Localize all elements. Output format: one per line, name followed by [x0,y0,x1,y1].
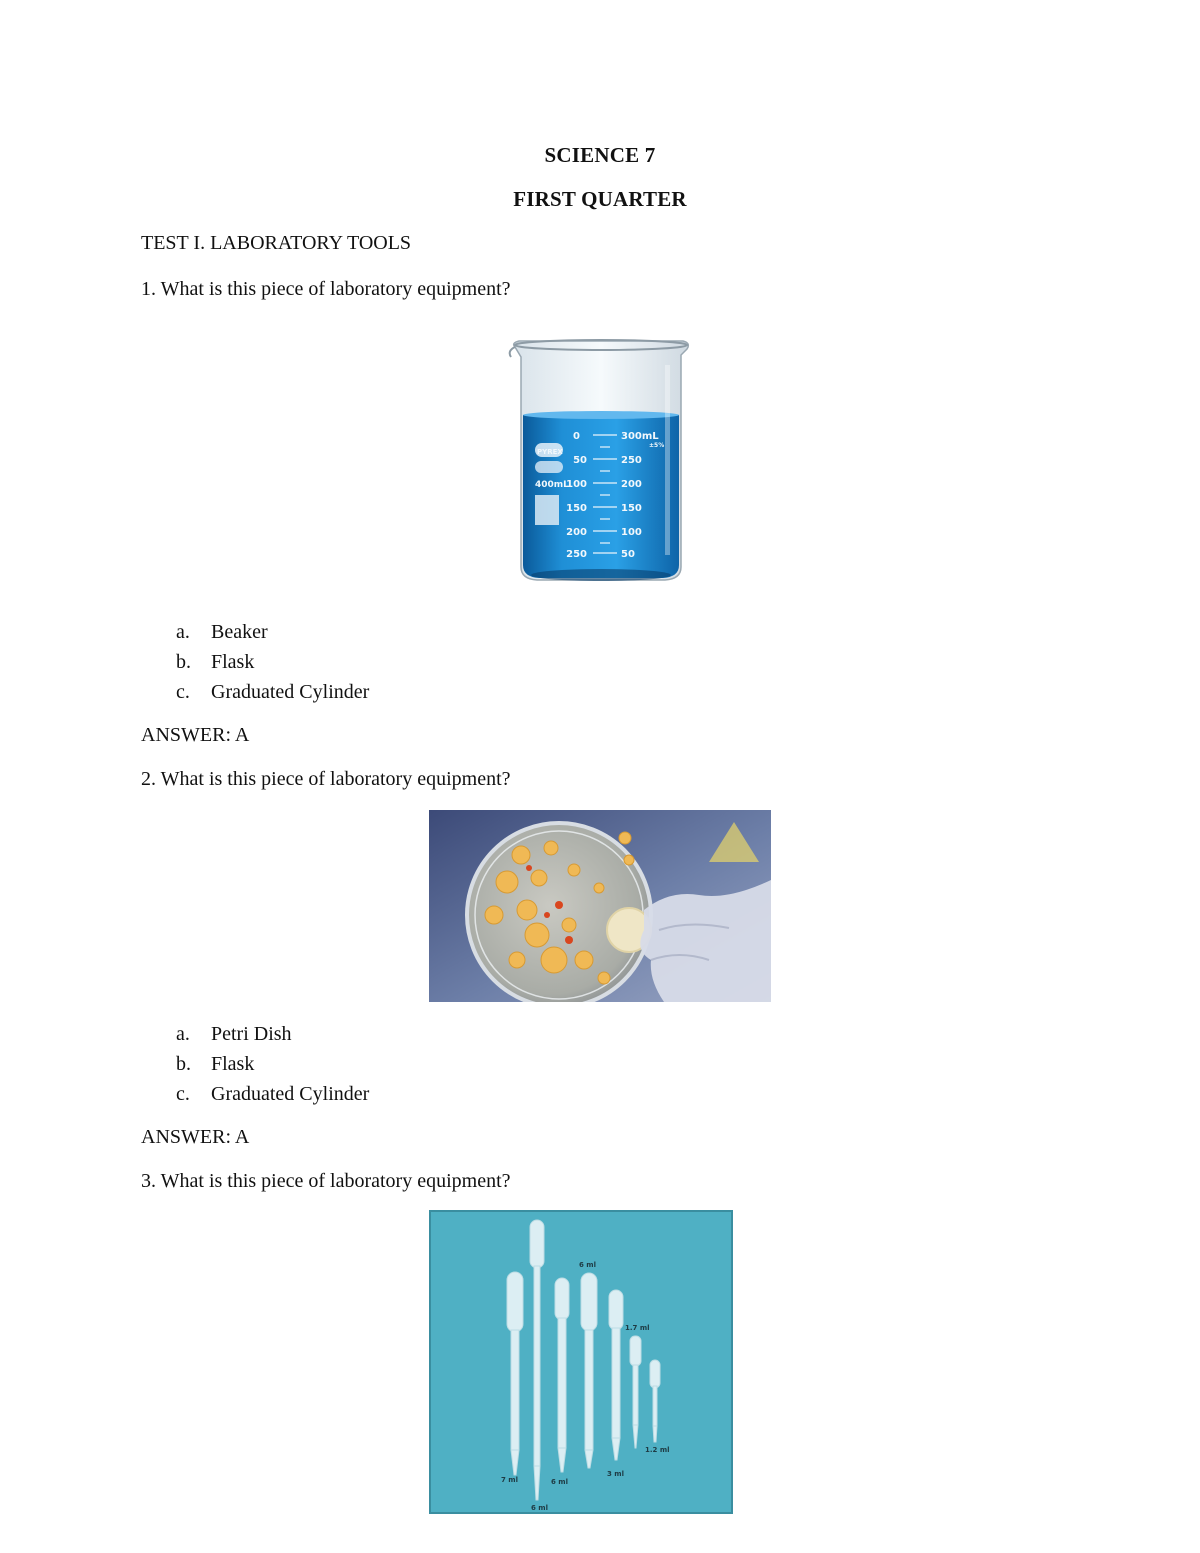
question-1-prompt: 1. What is this piece of laboratory equipment? [141,278,511,300]
pipette-label: 6 ml [579,1261,597,1269]
petri-dish-image [429,810,771,1002]
pipette-label: 1.2 ml [645,1446,670,1454]
pipettes-image [429,1210,733,1514]
beaker-brand-label: PYREX [537,448,563,456]
pipette-label: 1.7 ml [625,1324,650,1332]
beaker-left-tick: 250 [566,549,587,560]
beaker-left-tick: 100 [566,479,587,490]
choice-item: b. Flask [176,651,255,673]
quarter-title: FIRST QUARTER [513,187,687,211]
pipette-label: 3 ml [607,1470,625,1478]
question-2-choices [176,1019,369,1109]
pipette-label: 6 ml [531,1504,549,1512]
question-2-prompt: 2. What is this piece of laboratory equipment? [141,768,511,790]
beaker-right-tick: 200 [621,479,642,490]
test-heading: TEST I. LABORATORY TOOLS [141,232,412,254]
question-2-answer: ANSWER: A [141,1126,250,1148]
choice-item: c. Graduated Cylinder [176,1083,370,1105]
subject-title: SCIENCE 7 [544,143,656,167]
choice-item: b. Flask [176,1053,255,1075]
choice-item: c. Graduated Cylinder [176,681,370,703]
question-1-answer: ANSWER: A [141,724,250,746]
beaker-right-tick: 250 [621,455,642,466]
beaker-right-tick: 100 [621,527,642,538]
beaker-capacity-label: 400mL [535,480,569,490]
pipette-label: 7 ml [501,1476,519,1484]
question-1-choices [176,617,369,707]
choice-item: a. Beaker [176,621,268,643]
choice-item: a. Petri Dish [176,1023,292,1045]
pipette-label: 6 ml [551,1478,569,1486]
beaker-right-tick: 300mL [621,431,659,442]
beaker-right-tick: 150 [621,503,642,514]
beaker-left-tick: 200 [566,527,587,538]
beaker-image [505,335,695,585]
beaker-left-tick: 0 [573,431,580,442]
beaker-left-tick: 50 [573,455,587,466]
beaker-right-tick: 50 [621,549,635,560]
beaker-tolerance-label: ±5% [649,442,665,449]
beaker-left-tick: 150 [566,503,587,514]
question-3-prompt: 3. What is this piece of laboratory equipment? [141,1170,511,1192]
